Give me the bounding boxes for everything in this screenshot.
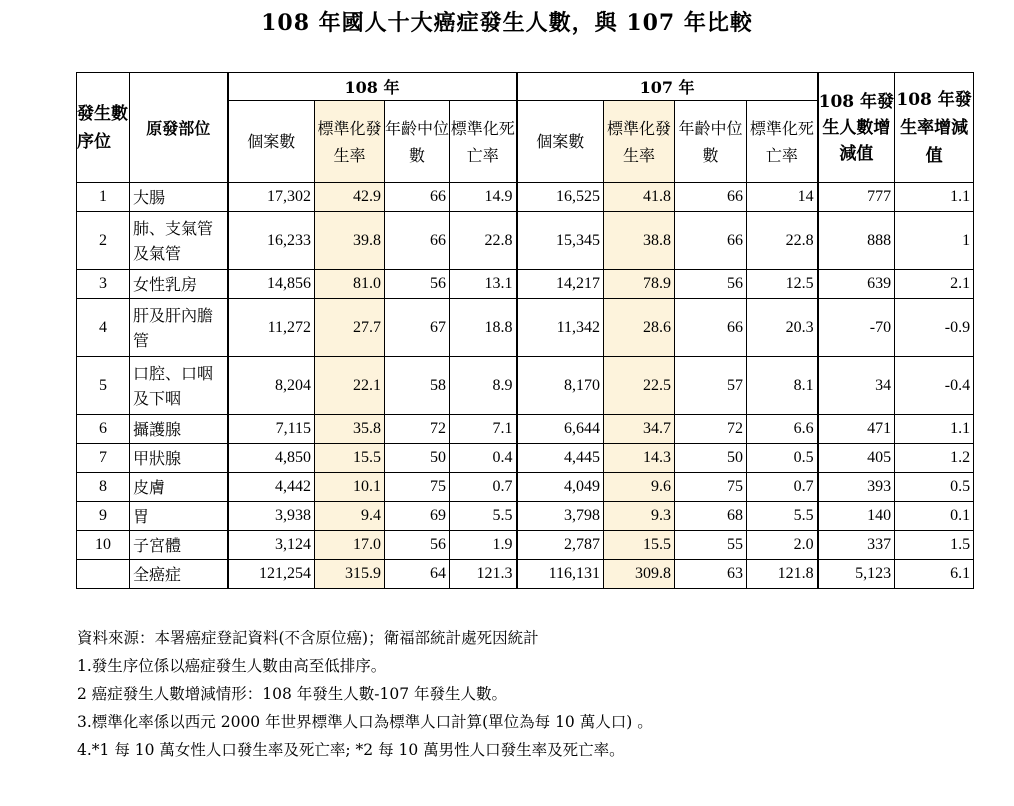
cell-mortality-107: 8.1: [747, 357, 818, 415]
cell-mortality-108: 1.9: [450, 531, 517, 560]
header-change-cases: 108 年發生人數增減值: [818, 73, 895, 183]
table-row: [77, 212, 974, 270]
cell-change-cases: 888: [818, 212, 895, 270]
page-title: 108 年國人十大癌症發生人數，與 107 年比較: [261, 10, 753, 36]
cancer-table: [76, 72, 974, 589]
cell-incidence-108: 42.9: [315, 183, 385, 212]
header-year-107: 107 年: [517, 73, 818, 101]
header-change-rate: 108 年發生率增減值: [895, 73, 974, 183]
cell-mortality-108: 18.8: [450, 299, 517, 357]
cell-change-rate: 0.5: [895, 473, 974, 502]
cell-mortality-108: 14.9: [450, 183, 517, 212]
table-row-total: [77, 560, 974, 589]
table-row: [77, 531, 974, 560]
cell-rank: 2: [77, 212, 130, 270]
cell-change-rate: 0.1: [895, 502, 974, 531]
cell-change-cases: 140: [818, 502, 895, 531]
cell-age-108: 75: [385, 473, 450, 502]
cell-change-rate: 2.1: [895, 270, 974, 299]
footnote-1: 1.發生序位係以癌症發生人數由高至低排序。: [77, 657, 387, 675]
header-std-incidence-108: 標準化發生率: [315, 101, 385, 183]
header-median-age-108: 年齡中位數: [385, 101, 450, 183]
cell-incidence-107: 34.7: [604, 415, 675, 444]
cell-cases-108: 3,938: [228, 502, 315, 531]
cell-mortality-108: 5.5: [450, 502, 517, 531]
cell-age-107: 75: [675, 473, 747, 502]
cell-age-108: 56: [385, 270, 450, 299]
cell-age-107: 63: [675, 560, 747, 589]
cell-change-cases: 777: [818, 183, 895, 212]
cell-rank: 5: [77, 357, 130, 415]
cell-mortality-108: 13.1: [450, 270, 517, 299]
cell-age-108: 66: [385, 183, 450, 212]
cell-site: 大腸: [130, 183, 228, 212]
cell-mortality-108: 22.8: [450, 212, 517, 270]
footnote-4: 4.*1 每 10 萬女性人口發生率及死亡率; *2 每 10 萬男性人口發生率及死亡率。: [77, 741, 625, 759]
cell-rank: 8: [77, 473, 130, 502]
cell-age-108: 64: [385, 560, 450, 589]
cell-site: 皮膚: [130, 473, 228, 502]
table-row: [77, 444, 974, 473]
cell-cases-108: 4,850: [228, 444, 315, 473]
cell-change-rate: 6.1: [895, 560, 974, 589]
cell-mortality-108: 0.4: [450, 444, 517, 473]
cell-age-108: 72: [385, 415, 450, 444]
cell-cases-108: 7,115: [228, 415, 315, 444]
cell-incidence-107: 41.8: [604, 183, 675, 212]
cell-age-107: 68: [675, 502, 747, 531]
cell-cases-107: 8,170: [517, 357, 604, 415]
cell-mortality-107: 6.6: [747, 415, 818, 444]
cell-mortality-107: 20.3: [747, 299, 818, 357]
cell-incidence-107: 309.8: [604, 560, 675, 589]
cell-incidence-107: 78.9: [604, 270, 675, 299]
table-row: [77, 183, 974, 212]
cell-change-rate: 1.2: [895, 444, 974, 473]
cell-change-cases: 471: [818, 415, 895, 444]
header-site: 原發部位: [130, 73, 228, 183]
footnotes: [77, 624, 653, 764]
header-year-108: 108 年: [228, 73, 517, 101]
cell-age-108: 58: [385, 357, 450, 415]
cell-mortality-108: 8.9: [450, 357, 517, 415]
cell-change-cases: 405: [818, 444, 895, 473]
header-rank: 發生數序位: [77, 73, 130, 183]
header-cases-107: 個案數: [517, 101, 604, 183]
cell-age-107: 66: [675, 212, 747, 270]
header-cases-108: 個案數: [228, 101, 315, 183]
cell-age-107: 50: [675, 444, 747, 473]
cell-incidence-108: 17.0: [315, 531, 385, 560]
cell-change-cases: -70: [818, 299, 895, 357]
cell-mortality-107: 5.5: [747, 502, 818, 531]
cell-cases-107: 4,445: [517, 444, 604, 473]
cell-incidence-107: 9.6: [604, 473, 675, 502]
cell-age-107: 72: [675, 415, 747, 444]
cell-change-rate: 1: [895, 212, 974, 270]
cell-incidence-107: 22.5: [604, 357, 675, 415]
cell-rank: 6: [77, 415, 130, 444]
cell-site: 女性乳房: [130, 270, 228, 299]
cell-incidence-108: 22.1: [315, 357, 385, 415]
cell-change-rate: 1.5: [895, 531, 974, 560]
cell-cases-107: 14,217: [517, 270, 604, 299]
cell-incidence-107: 14.3: [604, 444, 675, 473]
cell-age-108: 69: [385, 502, 450, 531]
cell-site: 口腔、口咽及下咽: [130, 357, 228, 415]
cell-incidence-107: 28.6: [604, 299, 675, 357]
cell-mortality-108: 0.7: [450, 473, 517, 502]
cell-incidence-107: 38.8: [604, 212, 675, 270]
cell-age-107: 56: [675, 270, 747, 299]
cell-cases-107: 3,798: [517, 502, 604, 531]
cell-age-107: 55: [675, 531, 747, 560]
cell-cases-108: 121,254: [228, 560, 315, 589]
header-median-age-107: 年齡中位數: [675, 101, 747, 183]
cell-cases-108: 3,124: [228, 531, 315, 560]
cell-cases-107: 16,525: [517, 183, 604, 212]
cell-site: 攝護腺: [130, 415, 228, 444]
cell-cases-107: 6,644: [517, 415, 604, 444]
cell-rank: 4: [77, 299, 130, 357]
cell-change-rate: -0.4: [895, 357, 974, 415]
cell-age-108: 50: [385, 444, 450, 473]
footnote-2: 2 癌症發生人數增減情形：108 年發生人數-107 年發生人數。: [77, 685, 508, 703]
cell-rank: 3: [77, 270, 130, 299]
cell-site: 肺、支氣管及氣管: [130, 212, 228, 270]
header-std-incidence-107: 標準化發生率: [604, 101, 675, 183]
cell-mortality-107: 22.8: [747, 212, 818, 270]
cell-change-cases: 34: [818, 357, 895, 415]
cell-site: 肝及肝內膽管: [130, 299, 228, 357]
cell-incidence-107: 15.5: [604, 531, 675, 560]
table-row: [77, 415, 974, 444]
cell-age-107: 66: [675, 299, 747, 357]
cell-site: 全癌症: [130, 560, 228, 589]
cell-mortality-107: 14: [747, 183, 818, 212]
cell-cases-107: 15,345: [517, 212, 604, 270]
cell-change-cases: 639: [818, 270, 895, 299]
cell-change-rate: 1.1: [895, 183, 974, 212]
cell-incidence-108: 315.9: [315, 560, 385, 589]
cell-site: 胃: [130, 502, 228, 531]
cell-incidence-108: 27.7: [315, 299, 385, 357]
cell-age-108: 67: [385, 299, 450, 357]
cell-rank: 7: [77, 444, 130, 473]
cell-cases-107: 11,342: [517, 299, 604, 357]
cell-incidence-108: 81.0: [315, 270, 385, 299]
cell-rank: 1: [77, 183, 130, 212]
cell-age-108: 66: [385, 212, 450, 270]
cell-cases-108: 11,272: [228, 299, 315, 357]
cell-mortality-107: 2.0: [747, 531, 818, 560]
cell-mortality-108: 7.1: [450, 415, 517, 444]
table-row: [77, 357, 974, 415]
footnote-source: 資料來源：本署癌症登記資料(不含原位癌)；衛福部統計處死因統計: [77, 629, 539, 647]
table-row: [77, 299, 974, 357]
cell-mortality-107: 0.7: [747, 473, 818, 502]
table-row: [77, 270, 974, 299]
cell-mortality-107: 121.8: [747, 560, 818, 589]
cell-incidence-108: 35.8: [315, 415, 385, 444]
table-row: [77, 473, 974, 502]
cell-site: 甲狀腺: [130, 444, 228, 473]
cell-change-cases: 5,123: [818, 560, 895, 589]
cell-incidence-108: 15.5: [315, 444, 385, 473]
table-row: [77, 502, 974, 531]
header-std-mortality-107: 標準化死亡率: [747, 101, 818, 183]
cell-cases-108: 8,204: [228, 357, 315, 415]
header-std-mortality-108: 標準化死亡率: [450, 101, 517, 183]
cell-age-107: 57: [675, 357, 747, 415]
cell-cases-107: 4,049: [517, 473, 604, 502]
cell-change-rate: 1.1: [895, 415, 974, 444]
cell-change-cases: 337: [818, 531, 895, 560]
cell-cases-108: 16,233: [228, 212, 315, 270]
cell-site: 子宮體: [130, 531, 228, 560]
cell-age-107: 66: [675, 183, 747, 212]
cell-age-108: 56: [385, 531, 450, 560]
cell-rank: [77, 560, 130, 589]
cell-cases-108: 14,856: [228, 270, 315, 299]
cell-rank: 10: [77, 531, 130, 560]
cell-cases-107: 2,787: [517, 531, 604, 560]
cell-change-cases: 393: [818, 473, 895, 502]
cell-mortality-108: 121.3: [450, 560, 517, 589]
cell-mortality-107: 0.5: [747, 444, 818, 473]
cell-change-rate: -0.9: [895, 299, 974, 357]
cell-incidence-107: 9.3: [604, 502, 675, 531]
cell-mortality-107: 12.5: [747, 270, 818, 299]
cell-incidence-108: 10.1: [315, 473, 385, 502]
cell-incidence-108: 9.4: [315, 502, 385, 531]
cell-rank: 9: [77, 502, 130, 531]
footnote-3: 3.標準化率係以西元 2000 年世界標準人口為標準人口計算(單位為每 10 萬人口) 。: [77, 713, 653, 731]
cell-incidence-108: 39.8: [315, 212, 385, 270]
cell-cases-107: 116,131: [517, 560, 604, 589]
cell-cases-108: 17,302: [228, 183, 315, 212]
cell-cases-108: 4,442: [228, 473, 315, 502]
